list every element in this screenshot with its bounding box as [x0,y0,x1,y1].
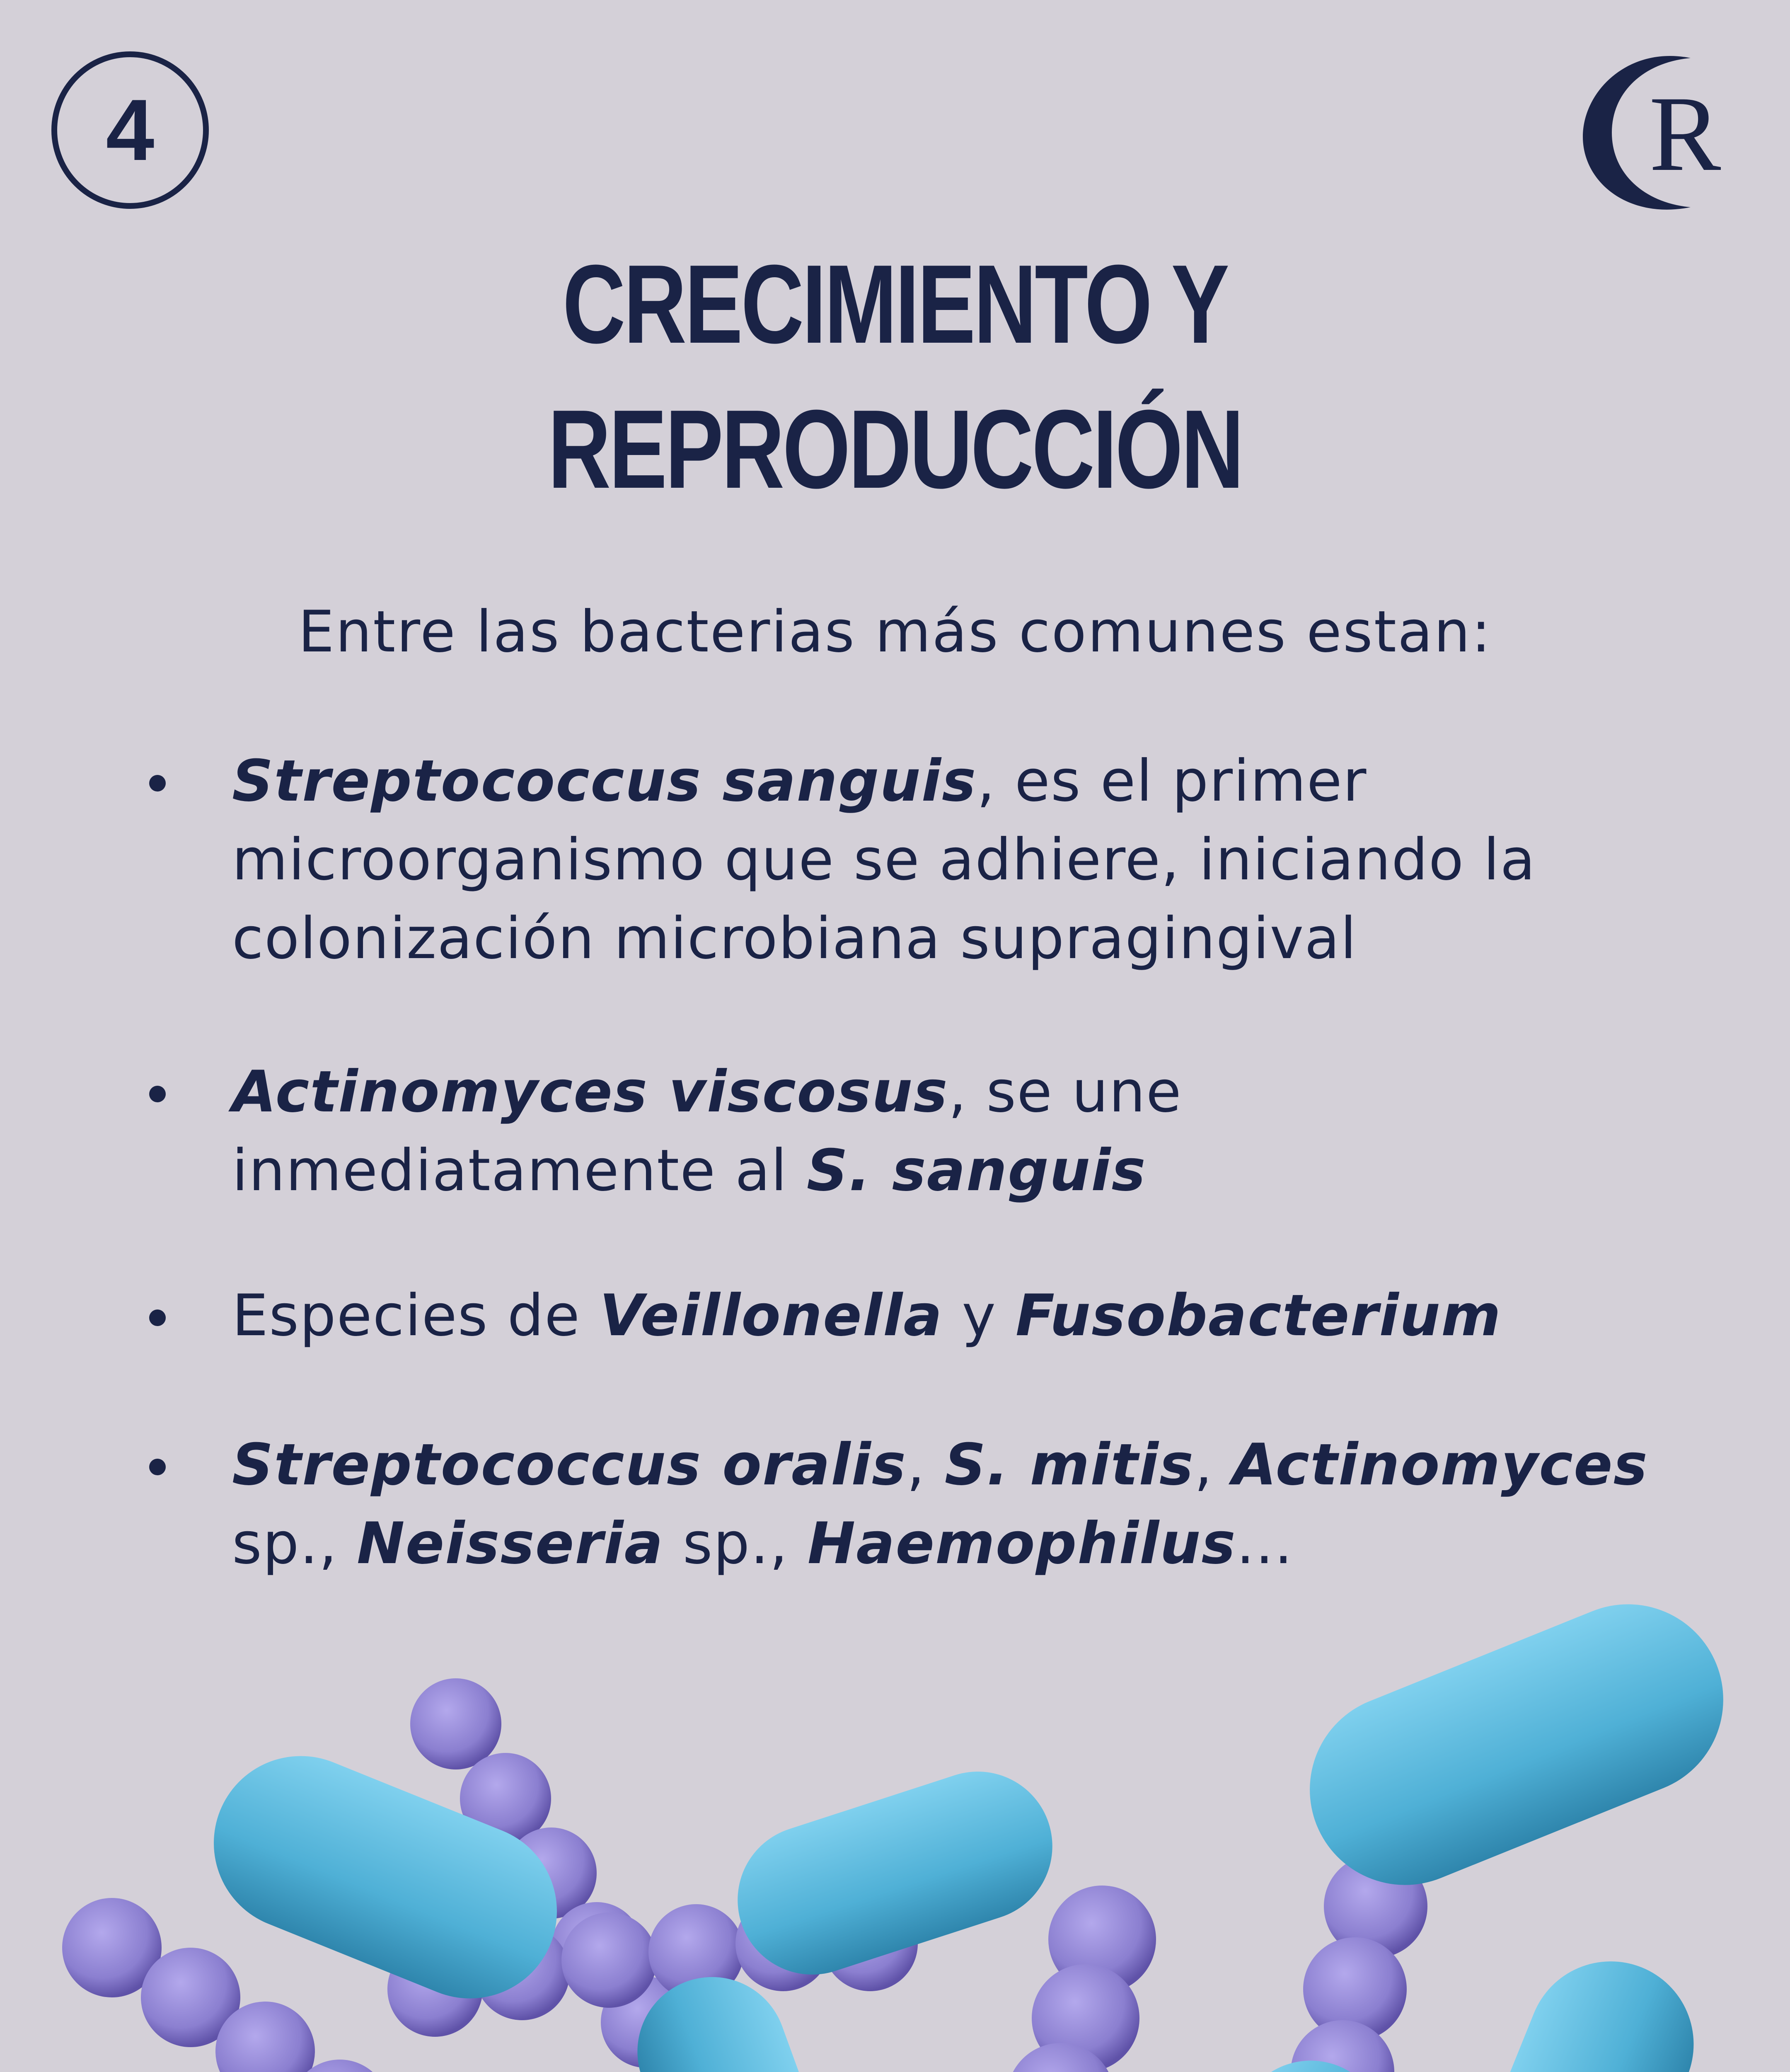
item-text-segment: ... [1236,1510,1294,1577]
list-item-text [232,742,1666,978]
species-name: Streptococcus oralis [232,1431,907,1498]
list-item-text [232,1276,1666,1355]
bullet-icon [149,1310,166,1326]
item-text-segment: Especies de [232,1282,600,1349]
species-name: S. mitis [944,1431,1195,1498]
coccus-chain [1291,1854,1427,2072]
list-item [166,742,1666,978]
species-name: S. sanguis [806,1137,1147,1204]
item-text-segment: sp., [663,1510,808,1577]
logo-letter-r: R [1649,74,1721,194]
species-name: Fusobacterium [1015,1282,1502,1349]
title-line-1: CRECIMIENTO Y [562,242,1228,367]
item-text-segment: , [906,1431,945,1498]
intro-text: Entre las bacterias más comunes estan: [298,598,1492,665]
bullet-icon [149,1459,166,1475]
step-number: 4 [106,81,155,179]
item-text-segment: sp., [232,1510,357,1577]
item-text-segment: , [1194,1431,1232,1498]
title-line-2: REPRODUCCIÓN [548,387,1242,512]
bacillus-rod [63,1576,1752,2072]
species-name: Veillonella [599,1282,943,1349]
item-text-segment: , es el primer microorganismo que se adhiere, iniciando la colonización microbiana supragingival [232,748,1536,972]
item-text-segment: , se une inmediatamente al [232,1058,1182,1204]
list-item [166,1053,1666,1210]
species-name: Actinomyces viscosus [232,1058,948,1125]
list-item [166,1276,1666,1355]
item-text-segment: y [943,1282,1016,1349]
bullet-icon [149,775,166,792]
bacteria-illustration [0,1533,1790,2072]
species-name: Actinomyces [1232,1431,1648,1498]
species-name: Haemophilus [807,1510,1236,1577]
brand-logo [1566,41,1749,224]
species-name: Neisseria [357,1510,664,1577]
step-number-badge [51,51,209,209]
bullet-icon [149,1086,166,1102]
species-name: Streptococcus sanguis [232,748,977,814]
page-title [197,232,1593,522]
list-item-text [232,1053,1666,1210]
